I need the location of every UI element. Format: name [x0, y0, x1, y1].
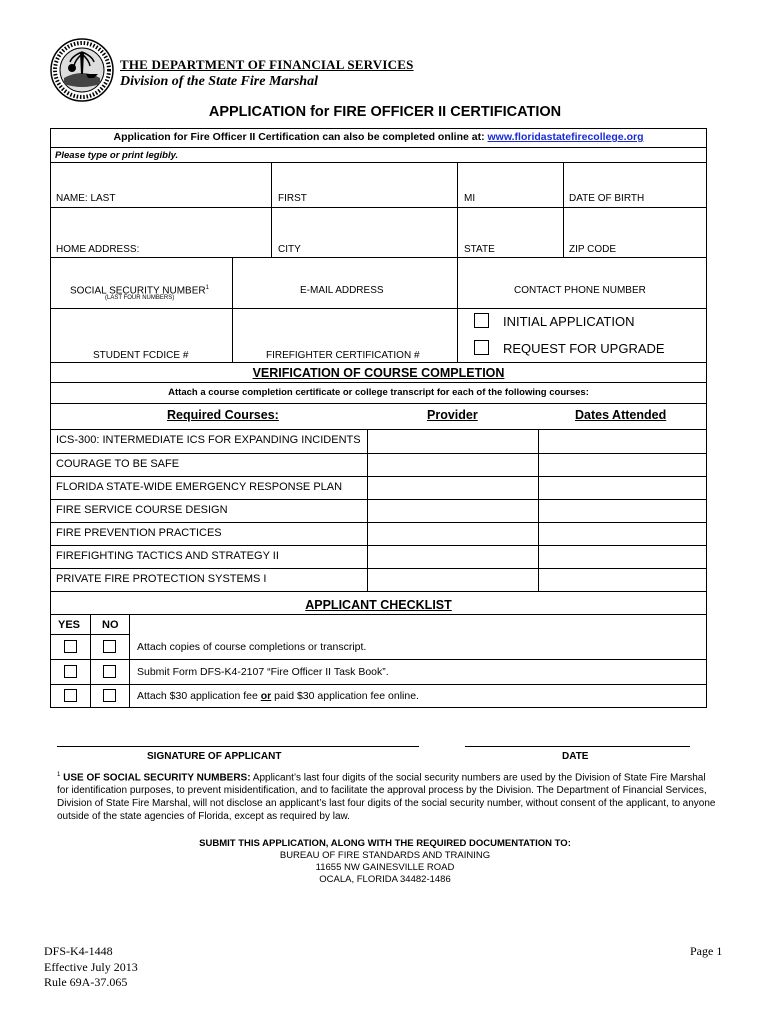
initial-application-label: INITIAL APPLICATION	[503, 314, 635, 329]
form-number: DFS-K4-1448	[44, 944, 113, 958]
submit-bureau: BUREAU OF FIRE STANDARDS AND TRAINING	[279, 850, 491, 861]
date-line[interactable]	[465, 746, 690, 747]
checklist-title: APPLICANT CHECKLIST	[305, 598, 452, 612]
yes-checkbox-3[interactable]	[64, 689, 77, 702]
verification-title: VERIFICATION OF COURSE COMPLETION	[252, 366, 505, 380]
submit-city: OCALA, FLORIDA 34482-1486	[319, 874, 451, 885]
label-ssn: SOCIAL SECURITY NUMBER$^1$	[70, 285, 209, 297]
division-name: Division of the State Fire Marshal	[120, 74, 318, 89]
label-zip: ZIP CODE	[569, 244, 617, 255]
signature-label: SIGNATURE OF APPLICANT	[147, 751, 282, 762]
col-no: NO	[102, 619, 119, 631]
col-dates-attended: Dates Attended	[575, 408, 667, 422]
checklist-item-3: Attach $30 application fee or paid $30 application fee online.	[137, 690, 419, 702]
label-name-last: NAME: LAST	[56, 193, 116, 204]
label-ff-cert: FIREFIGHTER CERTIFICATION #	[266, 350, 420, 361]
date-label: DATE	[562, 751, 589, 762]
course-row: FIRE SERVICE COURSE DESIGN	[56, 504, 228, 516]
col-required-courses: Required Courses:	[167, 408, 279, 422]
submit-street: 11655 NW GAINESVILLE ROAD	[315, 862, 455, 873]
attach-note: Attach a course completion certificate or college transcript for each of the following courses:	[168, 387, 589, 398]
please-note: Please type or print legibly.	[55, 150, 179, 161]
course-row: FIREFIGHTING TACTICS AND STRATEGY II	[56, 550, 279, 562]
label-mi: MI	[464, 193, 476, 204]
label-dob: DATE OF BIRTH	[569, 193, 645, 204]
course-row: FLORIDA STATE-WIDE EMERGENCY RESPONSE PLAN	[56, 481, 343, 493]
label-first: FIRST	[278, 193, 307, 204]
submit-heading: SUBMIT THIS APPLICATION, ALONG WITH THE REQUIRED DOCUMENTATION TO:	[199, 838, 571, 849]
online-link[interactable]: www.floridastatefirecollege.org	[487, 131, 644, 143]
col-yes: YES	[58, 619, 81, 631]
label-city: CITY	[278, 244, 301, 255]
label-phone: CONTACT PHONE NUMBER	[514, 285, 646, 296]
no-checkbox-2[interactable]	[103, 665, 116, 678]
page-title: APPLICATION for FIRE OFFICER II CERTIFICATION	[208, 104, 562, 120]
checklist-item-1: Attach copies of course completions or transcript.	[137, 641, 367, 653]
course-row: COURAGE TO BE SAFE	[56, 458, 180, 470]
department-name: THE DEPARTMENT OF FINANCIAL SERVICES	[120, 57, 414, 72]
effective-date: Effective July 2013	[44, 960, 138, 974]
course-row: ICS-300: INTERMEDIATE ICS FOR EXPANDING INCIDENTS	[56, 434, 361, 446]
label-ssn-sub: (LAST FOUR NUMBERS)	[105, 295, 175, 301]
request-upgrade-label: REQUEST FOR UPGRADE	[503, 341, 665, 356]
yes-checkbox-1[interactable]	[64, 640, 77, 653]
label-email: E-MAIL ADDRESS	[300, 285, 384, 296]
label-home-address: HOME ADDRESS:	[56, 244, 140, 255]
label-state: STATE	[464, 244, 495, 255]
online-note: Application for Fire Officer II Certification can also be completed online at: www.floridastatefirecollege.org	[113, 131, 644, 143]
col-provider: Provider	[427, 408, 478, 422]
initial-application-checkbox[interactable]	[474, 313, 489, 328]
ssn-footnote: $^1$ USE OF SOCIAL SECURITY NUMBERS: Applicant’s last four digits of the social security numbers are used by the Division of State Fire Marshal for identification purposes, to prevent misidentification, and to facilitate the approval process by the Division. The Department of Financial Services, Division of State Fire Marshal, will not disclose an applicant’s last four digits of the social security number, without consent of the applicant, to anyone outside of the state agencies of Florida, except as required by law.	[57, 772, 716, 823]
label-student-fcdice: STUDENT FCDICE #	[93, 350, 189, 361]
page-number: Page 1	[690, 944, 723, 958]
course-row: FIRE PREVENTION PRACTICES	[56, 527, 222, 539]
state-seal-icon	[50, 38, 114, 102]
no-checkbox-1[interactable]	[103, 640, 116, 653]
signature-line[interactable]	[57, 746, 419, 747]
checklist-item-2: Submit Form DFS-K4-2107 “Fire Officer II Task Book”.	[137, 666, 389, 678]
no-checkbox-3[interactable]	[103, 689, 116, 702]
request-upgrade-checkbox[interactable]	[474, 340, 489, 355]
yes-checkbox-2[interactable]	[64, 665, 77, 678]
course-row: PRIVATE FIRE PROTECTION SYSTEMS I	[56, 573, 267, 585]
rule-number: Rule 69A-37.065	[44, 975, 128, 989]
